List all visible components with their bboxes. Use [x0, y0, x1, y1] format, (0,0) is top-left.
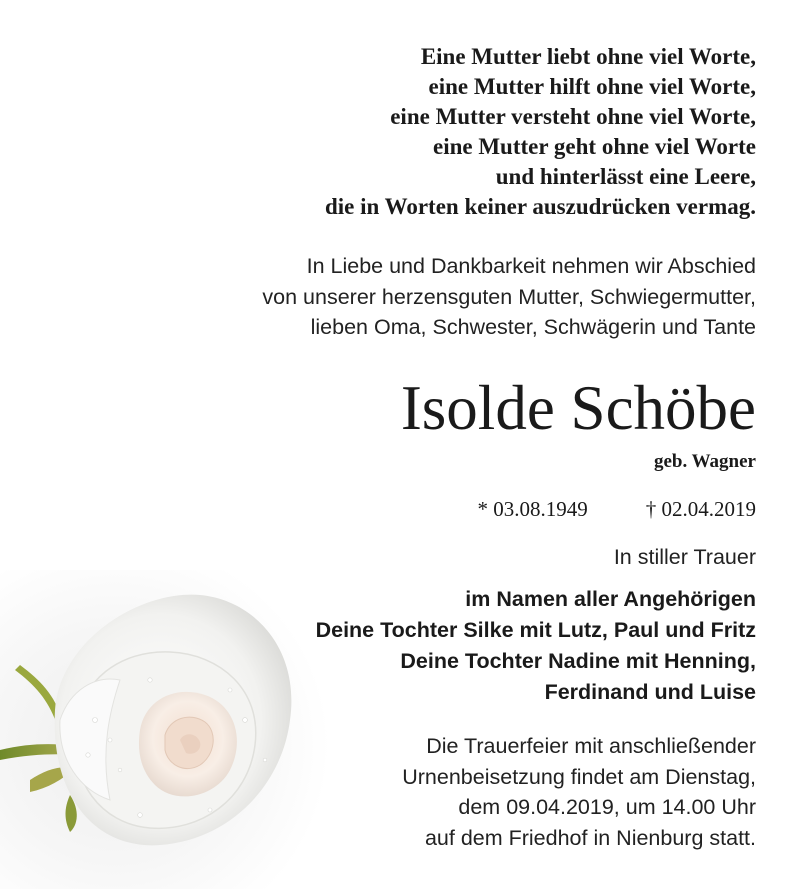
- poem-line: eine Mutter geht ohne viel Worte: [433, 134, 756, 159]
- mourner-line: Deine Tochter Silke mit Lutz, Paul und Fritz: [315, 618, 756, 642]
- intro-line: In Liebe und Dankbarkeit nehmen wir Abschied: [306, 254, 756, 278]
- service-line: Urnenbeisetzung findet am Dienstag,: [402, 764, 756, 789]
- white-rose-image: [0, 570, 330, 889]
- service-line: dem 09.04.2019, um 14.00 Uhr: [458, 795, 756, 819]
- service-line: auf dem Friedhof in Nienburg statt.: [424, 825, 756, 850]
- mourning-intro: In stiller Trauer: [613, 545, 756, 569]
- poem-line: Eine Mutter liebt ohne viel Worte,: [420, 44, 756, 69]
- service-line: Die Trauerfeier mit anschließender: [426, 734, 756, 758]
- mourner-line: Deine Tochter Nadine mit Henning,: [400, 649, 756, 673]
- intro-line: von unserer herzensguten Mutter, Schwiegermutter,: [262, 284, 756, 309]
- poem-line: die in Worten keiner auszudrücken vermag.: [324, 194, 756, 219]
- death-date: † 02.04.2019: [645, 497, 756, 521]
- mourner-line: Ferdinand und Luise: [544, 680, 756, 704]
- maiden-name: geb. Wagner: [653, 451, 756, 472]
- poem-line: und hinterlässt eine Leere,: [495, 164, 756, 189]
- mourner-line: im Namen aller Angehörigen: [465, 587, 756, 611]
- birth-date: * 03.08.1949: [477, 497, 588, 521]
- poem-line: eine Mutter versteht ohne viel Worte,: [390, 104, 756, 129]
- poem-line: eine Mutter hilft ohne viel Worte,: [428, 74, 756, 99]
- deceased-name: Isolde Schöbe: [400, 373, 756, 443]
- mourners-list: [316, 584, 756, 708]
- poem: [325, 42, 756, 222]
- intro-line: lieben Oma, Schwester, Schwägerin und Tante: [310, 315, 756, 339]
- life-dates: [478, 495, 757, 523]
- farewell-intro: [262, 251, 756, 343]
- funeral-service-info: [402, 731, 756, 853]
